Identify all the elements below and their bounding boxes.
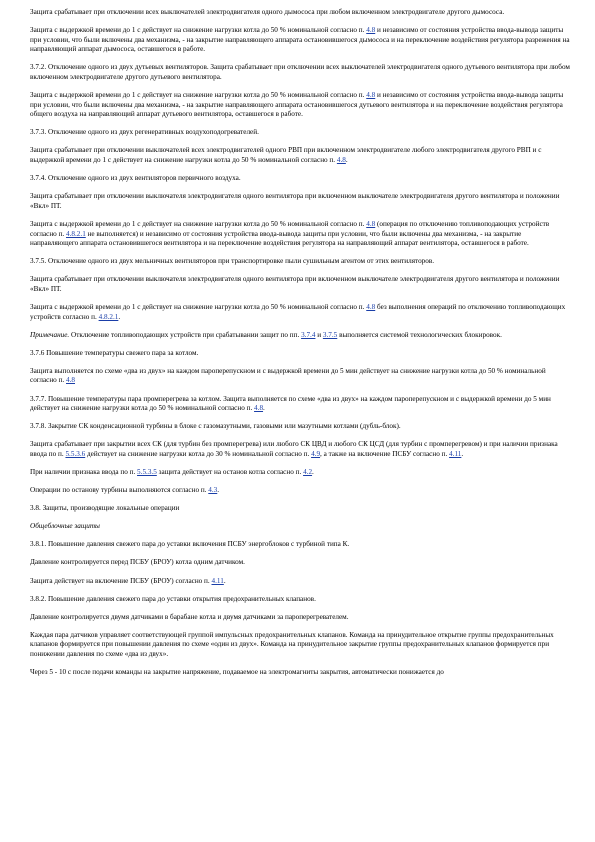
- paragraph-p3: [30, 63, 570, 82]
- text-run: 3.8.2. Повышение давления свежего пара до уставки открытия предохранительных клапанов.: [30, 594, 316, 603]
- text-run: 3.7.2. Отключение одного из двух дутьевых вентиляторов. Защита срабатывает при отключении всех выключателей электродвигателя одного дутьевого вентилятора при любом включенном электродвигателе другого дутьевого вентилятора.: [30, 63, 570, 81]
- text-run: действует на снижение нагрузки котла до 30 % номинальной согласно п.: [85, 449, 312, 458]
- reference-link[interactable]: 4.8: [336, 156, 346, 165]
- paragraph-p23: [30, 540, 570, 550]
- reference-link[interactable]: 4.8: [66, 376, 75, 385]
- text-run: Операции по останову турбины выполняются согласно п.: [30, 486, 209, 495]
- paragraph-p15: [30, 367, 570, 386]
- reference-link[interactable]: 4.8.2.1: [98, 312, 119, 321]
- text-run: 3.7.7. Повышение температуры пара промперегрева за котлом. Защита выполняется по схеме «два из двух» на каждом пароперепускном и с выдержкой времени до 5 мин действует на снижение нагрузки котла до 50 % номинальной согласно п.: [30, 394, 551, 413]
- text-run: , а также на включение ПСБУ согласно п.: [320, 449, 450, 458]
- reference-link[interactable]: 4.8: [366, 302, 376, 311]
- text-run: Давление контролируется двумя датчиками в барабане котла и двумя датчиками за пароперегревателем.: [30, 612, 349, 621]
- paragraph-p18: [30, 440, 570, 459]
- text-run: При наличии признака ввода по п.: [30, 468, 138, 476]
- paragraph-p7: [30, 174, 570, 184]
- text-run: .: [118, 312, 121, 321]
- text-run: Защита срабатывает при отключении выключателей всех электродвигателей одного РВП при включенном электродвигателе любого электродвигателя другого РВП и с выдержкой времени до 1 с действует на снижение нагрузки котла до 50 % номинальной согласно п.: [30, 146, 542, 165]
- text-run: без выполнения операций по отключению топливоподающих устройств согласно п.: [30, 302, 566, 321]
- reference-link[interactable]: 4.8: [254, 404, 264, 413]
- paragraph-p2: [30, 26, 570, 55]
- text-run: Защита срабатывает при закрытии всех СК (для турбин без промперегрева) или любого СК ЦВД и любого СК ЦСД (для турбин с промперегревом) и при наличии признака ввода по п.: [30, 440, 558, 458]
- reference-link[interactable]: 4.3: [208, 486, 218, 495]
- paragraph-p24: [30, 558, 570, 568]
- text-run: .: [345, 156, 348, 165]
- paragraph-p14: [30, 349, 570, 359]
- paragraph-p22: [30, 522, 570, 532]
- text-run: Защита с выдержкой времени до 1 с действует на снижение нагрузки котла до 50 % номинальной согласно п.: [30, 26, 367, 35]
- paragraph-p17: [30, 422, 570, 432]
- reference-link[interactable]: 4.11: [211, 576, 224, 585]
- reference-link[interactable]: 4.11: [449, 449, 462, 458]
- paragraph-p6: [30, 146, 570, 165]
- paragraph-p12: [30, 303, 570, 322]
- paragraph-p1: [30, 8, 570, 18]
- text-run: 3.7.8. Закрытие СК конденсационной турбины в блоке с газомазутными, газовыми или мазутными котлами (дубль-блок).: [30, 422, 401, 431]
- text-run: Защита срабатывает при отключении выключателя электродвигателя одного вентилятора при включенном выключателе электродвигателя другого вентилятора и положении «Вкл» ПТ.: [30, 192, 560, 210]
- paragraph-p10: [30, 257, 570, 267]
- paragraph-p26: [30, 595, 570, 605]
- reference-link[interactable]: 3.7.5: [322, 330, 338, 339]
- text-run: Защита срабатывает при отключении всех выключателей электродвигателя одного дымососа при любом включенном электродвигателе другого дымососа.: [30, 8, 505, 16]
- text-run: Защита срабатывает при отключении выключателя электродвигателя одного вентилятора при включенном выключателе электродвигателя другого вентилятора и положении «Вкл» ПТ.: [30, 275, 560, 293]
- text-run: Защита выполняется по схеме «два из двух» на каждом пароперепускном и с выдержкой времени до 5 мин действует на снижение нагрузки котла до 50 % номинальной согласно п.: [30, 366, 546, 385]
- paragraph-p4: [30, 91, 570, 120]
- text-run: и независимо от состояния устройства ввода-вывода защиты при условии, что были включены два механизма, - на закрытие направляющего аппарата остановившегося дутьевого вентилятора и на переключение воздействия регулятора общего воздуха на направляющий аппарат дутьевого вентилятора, оставшегося в работе.: [30, 91, 564, 119]
- text-run: 3.7.4. Отключение одного из двух вентиляторов первичного воздуха.: [30, 174, 241, 183]
- text-run: Давление контролируется перед ПСБУ (БРОУ) котла одним датчиком.: [30, 558, 245, 567]
- text-run: Защита с выдержкой времени до 1 с действует на снижение нагрузки котла до 50 % номинальной согласно п.: [30, 91, 367, 100]
- text-run: 3.7.6 Повышение температуры свежего пара за котлом.: [30, 348, 199, 357]
- paragraph-p9: [30, 220, 570, 249]
- reference-link[interactable]: 5.5.3.5: [137, 468, 157, 476]
- text-run: и независимо от состояния устройства ввода-вывода защиты при условии, что были включены два механизма, - на закрытие направляющего аппарата остановившегося дымососа и на переключение воздействия регулятора разрежения на направляющий аппарат дымососа, оставшегося в работе.: [30, 26, 570, 54]
- text-run: Защита с выдержкой времени до 1 с действует на снижение нагрузки котла до 50 % номинальной согласно п.: [30, 219, 367, 228]
- paragraph-p28: [30, 631, 570, 660]
- reference-link[interactable]: 4.9: [311, 449, 321, 458]
- text-run: защита действует на останов котла согласно п.: [156, 468, 304, 476]
- text-run: 3.8. Защиты, производящие локальные операции: [30, 504, 180, 513]
- text-run: .: [312, 468, 314, 476]
- text-run: Защита с выдержкой времени до 1 с действует на снижение нагрузки котла до 50 % номинальной согласно п.: [30, 302, 367, 311]
- paragraph-p29: [30, 668, 570, 678]
- text-run: и: [315, 330, 323, 339]
- paragraph-p13: [30, 331, 570, 341]
- text-run: не выполняется) и независимо от состояния устройства ввода-вывода защиты при условии, что были включены два механизма, - на закрытие направляющего аппарата остановившегося вентилятора и на переключение воздействия регулятора на направляющий аппарат вентилятора, оставшегося в работе.: [30, 229, 529, 248]
- text-run: Отключение топливоподающих устройств при срабатывании защит по пп.: [69, 330, 302, 339]
- paragraph-p5: [30, 128, 570, 138]
- paragraph-p20: [30, 486, 570, 496]
- reference-link[interactable]: 4.8.2.1: [66, 229, 86, 238]
- paragraph-p19: [30, 468, 570, 478]
- paragraph-p11: [30, 275, 570, 294]
- reference-link[interactable]: 3.7.4: [301, 330, 316, 339]
- paragraph-p27: [30, 613, 570, 623]
- reference-link[interactable]: 4.2: [303, 468, 313, 476]
- text-run: 3.7.3. Отключение одного из двух регенеративных воздухоподогревателей.: [30, 128, 259, 137]
- reference-link[interactable]: 4.8: [366, 219, 376, 228]
- text-run: Через 5 - 10 с после подачи команды на закрытие напряжение, подаваемое на электромагниты закрытия, автоматически понижается до: [30, 668, 444, 677]
- text-run: Каждая пара датчиков управляет соответствующей группой импульсных предохранительных клапанов. Команда на принудительное открытие группы предохранительных клапанов формируется при повышении давления по схеме «один из двух». Команда на принудительное закрытие группы предохранительных клапанов формируется при понижении давления по схеме «два из двух».: [30, 630, 554, 659]
- paragraph-p21: [30, 504, 570, 514]
- text-run: 3.8.1. Повышение давления свежего пара до уставки включения ПСБУ энергоблоков с турбиной типа К.: [30, 540, 350, 549]
- italic-text: Общеблочные защиты: [30, 522, 100, 531]
- text-run: 3.7.5. Отключение одного из двух мельничных вентиляторов при транспортировке пыли сушильным агентом от этих вентиляторов.: [30, 257, 435, 266]
- text-run: .: [217, 486, 220, 495]
- text-run: .: [461, 449, 464, 458]
- paragraph-p25: [30, 577, 570, 587]
- text-run: .: [263, 404, 265, 413]
- text-run: выполняется системой технологических блокировок.: [337, 330, 502, 339]
- reference-link[interactable]: 4.8: [366, 91, 376, 100]
- reference-link[interactable]: 4.8: [366, 26, 376, 35]
- document-page: [30, 8, 570, 686]
- text-run: .: [223, 576, 226, 585]
- text-run: Защита действует на включение ПСБУ (БРОУ) согласно п.: [30, 576, 212, 585]
- paragraph-p16: [30, 395, 570, 414]
- paragraph-p8: [30, 192, 570, 211]
- italic-text: Примечание.: [30, 330, 70, 339]
- text-run: (операция по отключению топливоподающих устройств согласно п.: [30, 219, 550, 238]
- reference-link[interactable]: 5.5.3.6: [65, 449, 86, 458]
